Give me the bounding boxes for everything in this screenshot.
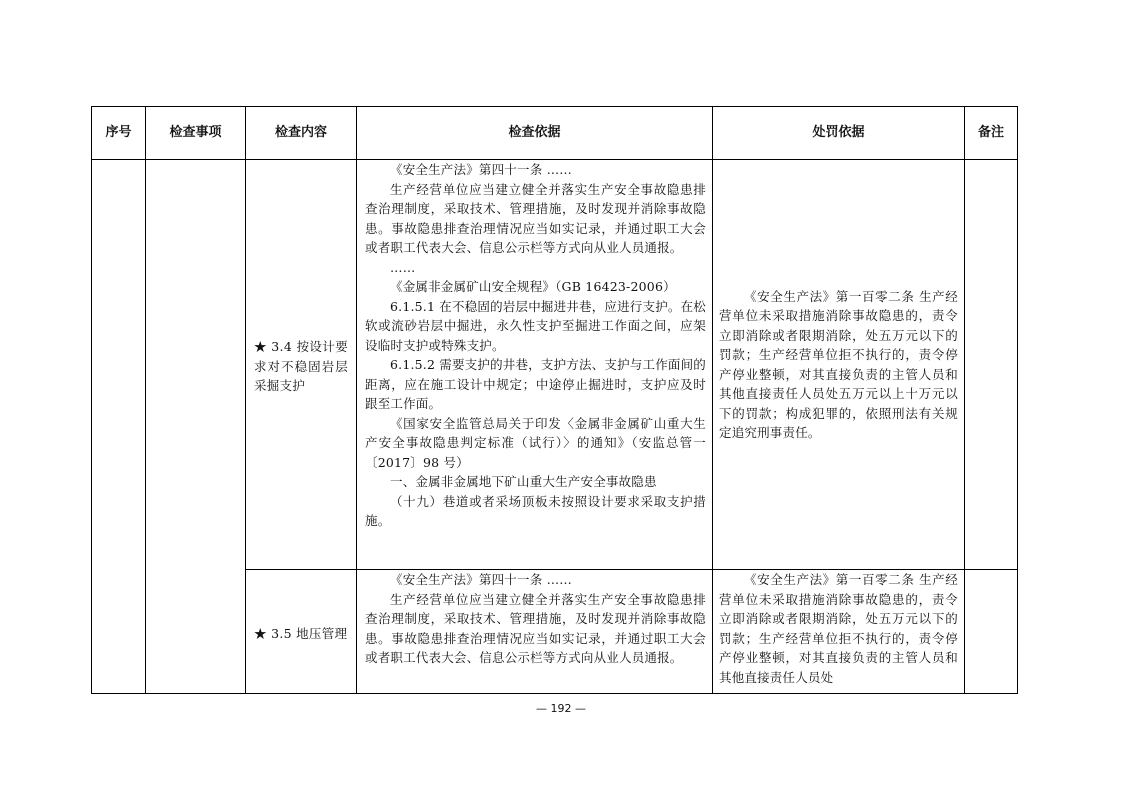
page-number: — 192 —	[536, 702, 586, 715]
penalty-paragraph: 《安全生产法》第一百零二条 生产经营单位未采取措施消除事故隐患的，责令立即消除或者限期消除，处五万元以下的罚款；生产经营单位拒不执行的，责令停产停业整顿，对其直接负责的主管人员和其他直接责任人员处五万元以上十万元以下的罚款；构成犯罪的，依照刑法有关规定追究刑事责任。	[719, 288, 958, 440]
header-remark: 备注	[965, 107, 1018, 160]
basis-paragraph: 《国家安全监管总局关于印发〈金属非金属矿山重大生产安全事故隐患判定标准（试行）〉的通知》（安监总管一〔2017〕98 号）	[365, 415, 706, 470]
inspection-table	[91, 106, 1018, 694]
basis-cell	[357, 160, 713, 570]
header-row	[92, 107, 1018, 160]
content-cell	[246, 160, 357, 570]
penalty-paragraph: 《安全生产法》第一百零二条 生产经营单位未采取措施消除事故隐患的，责令立即消除或者限期消除，处五万元以下的罚款；生产经营单位拒不执行的，责令停产停业整顿，对其直接负责的主管人员和其他直接责任人员处	[719, 572, 958, 685]
basis-text	[357, 570, 712, 668]
remark-cell	[965, 160, 1018, 570]
basis-paragraph: 《安全生产法》第四十一条 ……	[390, 162, 572, 177]
header-index: 序号	[92, 107, 146, 160]
remark-cell	[965, 570, 1018, 694]
basis-paragraph: 生产经营单位应当建立健全并落实生产安全事故隐患排查治理制度，采取技术、管理措施，及时发现并消除事故隐患。事故隐患排查治理情况应当如实记录，并通过职工大会或者职工代表大会、信息公示栏等方式向从业人员通报。	[365, 591, 706, 665]
basis-paragraph: 《金属非金属矿山安全规程》（GB 16423-2006）	[390, 279, 676, 294]
check-content: ★ 3.5 地压管理	[254, 625, 348, 641]
penalty-text	[713, 570, 964, 687]
basis-paragraph: 6.1.5.1 在不稳固的岩层中掘进井巷，应进行支护。在松软或流砂岩层中掘进，永久性支护至掘进工作面之间，应架设临时支护或特殊支护。	[365, 298, 707, 353]
basis-text	[357, 160, 712, 531]
header-content: 检查内容	[246, 107, 357, 160]
basis-paragraph: 一、金属非金属地下矿山重大生产安全事故隐患	[390, 474, 657, 489]
basis-paragraph: 《安全生产法》第四十一条 ……	[390, 572, 572, 587]
header-item: 检查事项	[146, 107, 246, 160]
penalty-cell	[713, 570, 965, 694]
header-basis: 检查依据	[357, 107, 713, 160]
item-cell	[146, 160, 246, 694]
table-row	[92, 160, 1018, 570]
basis-paragraph: 生产经营单位应当建立健全并落实生产安全事故隐患排查治理制度，采取技术、管理措施，及时发现并消除事故隐患。事故隐患排查治理情况应当如实记录，并通过职工大会或者职工代表大会、信息公示栏等方式向从业人员通报。	[365, 181, 706, 255]
basis-paragraph: 6.1.5.2 需要支护的井巷，支护方法、支护与工作面间的距离，应在施工设计中规定；中途停止掘进时，支护应及时跟至工作面。	[365, 357, 707, 411]
content-cell	[246, 570, 357, 694]
penalty-text	[713, 287, 964, 443]
index-cell	[92, 160, 146, 694]
penalty-cell	[713, 160, 965, 570]
basis-paragraph: （十九）巷道或者采场顶板未按照设计要求采取支护措施。	[365, 493, 706, 528]
check-content: ★ 3.4 按设计要求对不稳固岩层采掘支护	[254, 339, 348, 394]
header-penalty: 处罚依据	[713, 107, 965, 160]
basis-cell	[357, 570, 713, 694]
basis-paragraph: ……	[390, 259, 416, 275]
